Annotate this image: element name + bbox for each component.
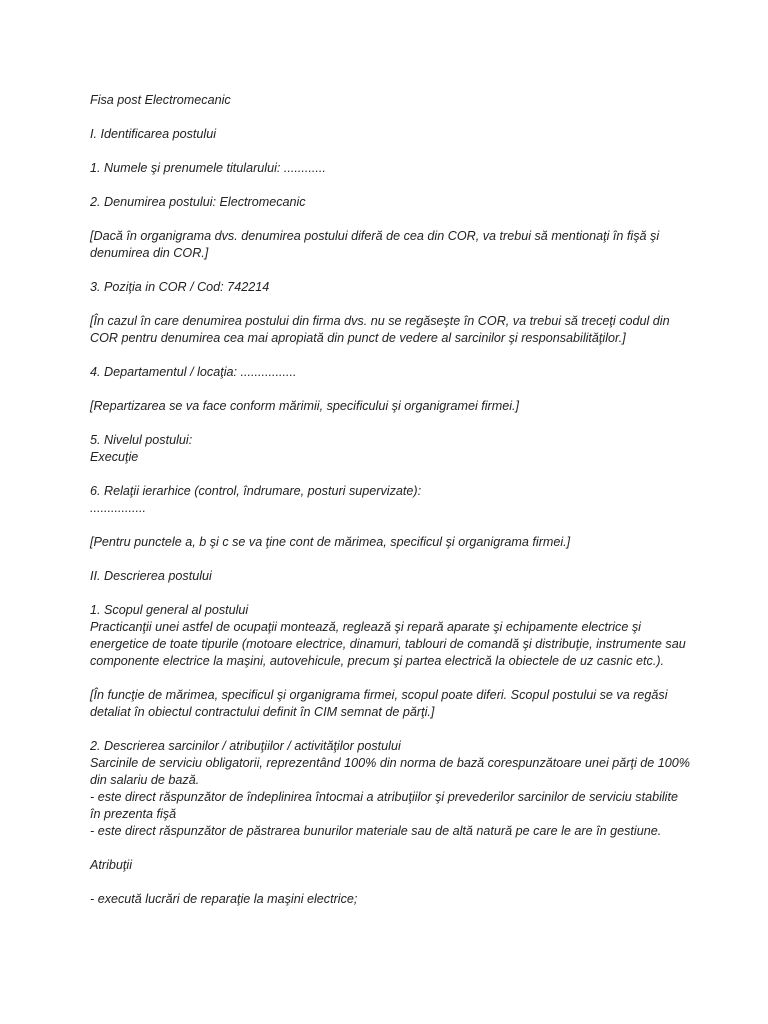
- field-holder-name: 1. Numele şi prenumele titularului: ............: [90, 161, 326, 175]
- field-level: [90, 432, 690, 466]
- note-cor-code: [În cazul în care denumirea postului din firma dvs. nu se regăseşte în COR, va trebui să treceţi codul din COR pentru denumirea cea mai apropiată din punct de vedere al sarcinilor şi responsabilităţilor.]: [90, 314, 670, 345]
- document-title: Fisa post Electromecanic: [90, 93, 231, 107]
- field-level-value: Execuţie: [90, 450, 139, 464]
- note-scope: [În funcţie de mărimea, specificul şi organigrama firmei, scopul poate diferi. Scopul postului se va regăsi detaliat în obiectul contractului definit în CIM semnat de părţi.]: [90, 688, 668, 719]
- scope-block: [90, 602, 690, 670]
- field-post-name: 2. Denumirea postului: Electromecanic: [90, 195, 306, 209]
- field-relations: [90, 483, 690, 517]
- section-2-heading: II. Descrierea postului: [90, 569, 212, 583]
- note-cor-name: [Dacă în organigrama dvs. denumirea postului diferă de cea din COR, va trebui să mentionaţi în fişă şi denumirea din COR.]: [90, 229, 660, 260]
- scope-text: Practicanţii unei astfel de ocupaţii montează, reglează şi repară aparate şi echipamente electrice şi energetice de toate tipurile (motoare electrice, dinamuri, tablouri de comandă şi distribuţie, instrumente sau componente electrice la maşini, autovehicule, precum şi partea electrică la obiectele de uz casnic etc.).: [90, 620, 686, 668]
- tasks-bullet: - este direct răspunzător de îndeplinirea întocmai a atribuţiilor şi prevederilor sarcinilor de serviciu stabilite în prezenta fişă: [90, 790, 678, 821]
- field-relations-value: ................: [90, 501, 146, 515]
- field-relations-label: 6. Relaţii ierarhice (control, îndrumare, posturi supervizate):: [90, 484, 422, 498]
- field-department: 4. Departamentul / locaţia: ................: [90, 365, 297, 379]
- tasks-text: Sarcinile de serviciu obligatorii, reprezentând 100% din norma de bază corespunzătoare unei părţi de 100% din salariu de bază.: [90, 756, 690, 787]
- section-1-heading: I. Identificarea postului: [90, 127, 217, 141]
- scope-heading: 1. Scopul general al postului: [90, 603, 249, 617]
- note-points: [Pentru punctele a, b şi c se va ţine cont de mărimea, specificul şi organigrama firmei.]: [90, 535, 571, 549]
- field-level-label: 5. Nivelul postului:: [90, 433, 193, 447]
- field-cor-position: 3. Poziţia in COR / Cod: 742214: [90, 280, 270, 294]
- tasks-bullet: - este direct răspunzător de păstrarea bunurilor materiale sau de altă natură pe care le are în gestiune.: [90, 824, 662, 838]
- note-distribution: [Repartizarea se va face conform mărimii, specificului şi organigramei firmei.]: [90, 399, 520, 413]
- duties-heading: Atribuţii: [90, 858, 132, 872]
- tasks-heading: 2. Descrierea sarcinilor / atribuţiilor / activităţilor postului: [90, 739, 401, 753]
- tasks-block: [90, 738, 690, 840]
- document-body: [90, 92, 690, 925]
- duty-item: - execută lucrări de reparaţie la maşini electrice;: [90, 892, 358, 906]
